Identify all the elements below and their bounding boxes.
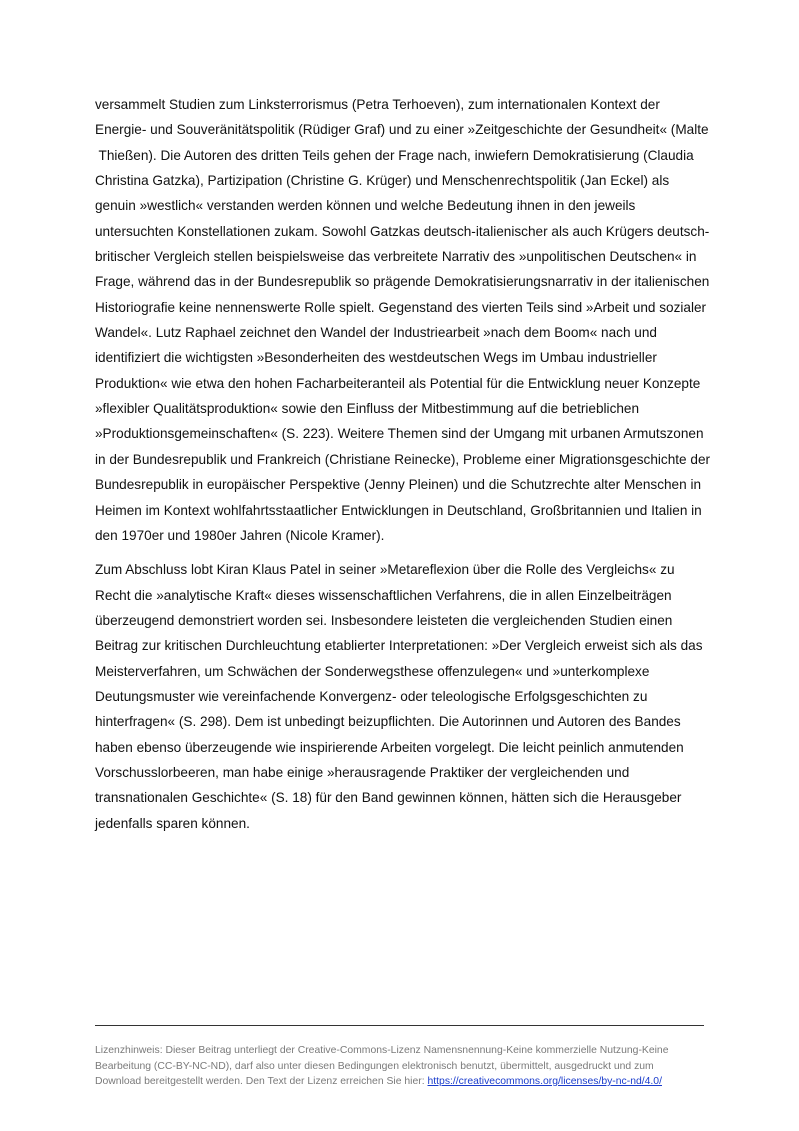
text-line: Beitrag zur kritischen Durchleuchtung etablierter Interpretationen: »Der Vergleich erweist sich als das bbox=[95, 638, 703, 654]
text-line: Recht die »analytische Kraft« dieses wissenschaftlichen Verfahrens, die in allen Einzelbeiträgen bbox=[95, 587, 672, 603]
text-line: Energie- und Souveränitätspolitik (Rüdiger Graf) und zu einer »Zeitgeschichte der Gesundheit« (Malte bbox=[95, 122, 709, 138]
text-line: Frage, während das in der Bundesrepublik so prägende Demokratisierungsnarrativ in der italienischen bbox=[95, 274, 710, 290]
paragraph-2 bbox=[95, 557, 707, 836]
text-line: versammelt Studien zum Linksterrorismus (Petra Terhoeven), zum internationalen Kontext der bbox=[95, 97, 660, 112]
text-line: Produktion« wie etwa den hohen Facharbeiteranteil als Potential für die Entwicklung neuer Konzepte bbox=[95, 375, 701, 391]
text-line: Deutungsmuster wie vereinfachende Konvergenz- oder teleologische Erfolgsgeschichten zu bbox=[95, 688, 648, 704]
license-text-prefix: Download bereitgestellt werden. Den Text der Lizenz erreichen Sie hier: bbox=[95, 1076, 428, 1087]
text-line: den 1970er und 1980er Jahren (Nicole Kramer). bbox=[95, 527, 385, 543]
text-line: Zum Abschluss lobt Kiran Klaus Patel in seiner »Metareflexion über die Rolle des Vergleichs« zu bbox=[95, 562, 675, 578]
text-line: in der Bundesrepublik und Frankreich (Christiane Reinecke), Probleme einer Migrationsgeschichte der bbox=[95, 451, 711, 467]
paragraph-1 bbox=[95, 92, 711, 548]
text-line: hinterfragen« (S. 298). Dem ist unbedingt beizupflichten. Die Autorinnen und Autoren des Bandes bbox=[95, 714, 681, 730]
text-line: identifiziert die wichtigsten »Besonderheiten des westdeutschen Wegs im Umbau industrieller bbox=[95, 350, 657, 366]
license-text-line: Bearbeitung (CC-BY-NC-ND), darf also unter diesen Bedingungen elektronisch benutzt, übermittelt, ausgedruckt und zum bbox=[95, 1060, 654, 1072]
footer-divider bbox=[95, 1025, 704, 1026]
text-line: Christina Gatzka), Partizipation (Christine G. Krüger) und Menschenrechtspolitik (Jan Eckel) als bbox=[95, 173, 670, 189]
text-line: Wandel«. Lutz Raphael zeichnet den Wandel der Industriearbeit »nach dem Boom« nach und bbox=[95, 325, 657, 341]
text-line: jedenfalls sparen können. bbox=[95, 815, 250, 831]
license-text-line bbox=[95, 1074, 710, 1090]
license-link[interactable]: https://creativecommons.org/licenses/by-nc-nd/4.0/ bbox=[427, 1076, 662, 1087]
text-line: transnationalen Geschichte« (S. 18) für den Band gewinnen können, hätten sich die Herausgeber bbox=[95, 790, 682, 806]
text-line: »Produktionsgemeinschaften« (S. 223). Weitere Themen sind der Umgang mit urbanen Armutszonen bbox=[95, 426, 704, 442]
article-body bbox=[95, 92, 711, 836]
text-line: überzeugend demonstriert worden sei. Insbesondere leisteten die vergleichenden Studien einen bbox=[95, 612, 673, 628]
text-line: Meisterverfahren, um Schwächen der Sonderwegsthese offenzulegen« und »unterkomplexe bbox=[95, 663, 650, 679]
license-note bbox=[95, 1043, 710, 1090]
text-line: Heimen im Kontext wohlfahrtsstaatlicher Entwicklungen in Deutschland, Großbritannien und Italien in bbox=[95, 502, 702, 518]
text-line: »flexibler Qualitätsproduktion« sowie den Einfluss der Mitbestimmung auf die betrieblichen bbox=[95, 401, 640, 417]
text-line: untersuchten Konstellationen zukam. Sowohl Gatzkas deutsch-italienischer als auch Krügers deutsch- bbox=[95, 223, 710, 239]
text-line: Thießen). Die Autoren des dritten Teils gehen der Frage nach, inwiefern Demokratisierung (Claudia bbox=[95, 147, 694, 163]
text-line: Bundesrepublik in europäischer Perspektive (Jenny Pleinen) und die Schutzrechte alter Menschen in bbox=[95, 477, 702, 493]
text-line: britischer Vergleich stellen beispielsweise das verbreitete Narrativ des »unpolitischen Deutschen« in bbox=[95, 249, 697, 265]
text-line: haben ebenso überzeugende wie inspirierende Arbeiten vorgelegt. Die leicht peinlich anmutenden bbox=[95, 739, 684, 755]
text-line: Vorschusslorbeeren, man habe einige »herausragende Praktiker der vergleichenden und bbox=[95, 764, 630, 780]
license-text-line: Lizenzhinweis: Dieser Beitrag unterliegt der Creative-Commons-Lizenz Namensnennung-Keine kommerzielle Nutzung-Keine bbox=[95, 1045, 669, 1056]
text-line: Historiografie keine nennenswerte Rolle spielt. Gegenstand des vierten Teils sind »Arbeit und sozialer bbox=[95, 299, 707, 315]
text-line: genuin »westlich« verstanden werden können und welche Bedeutung ihnen in den jeweils bbox=[95, 198, 636, 214]
